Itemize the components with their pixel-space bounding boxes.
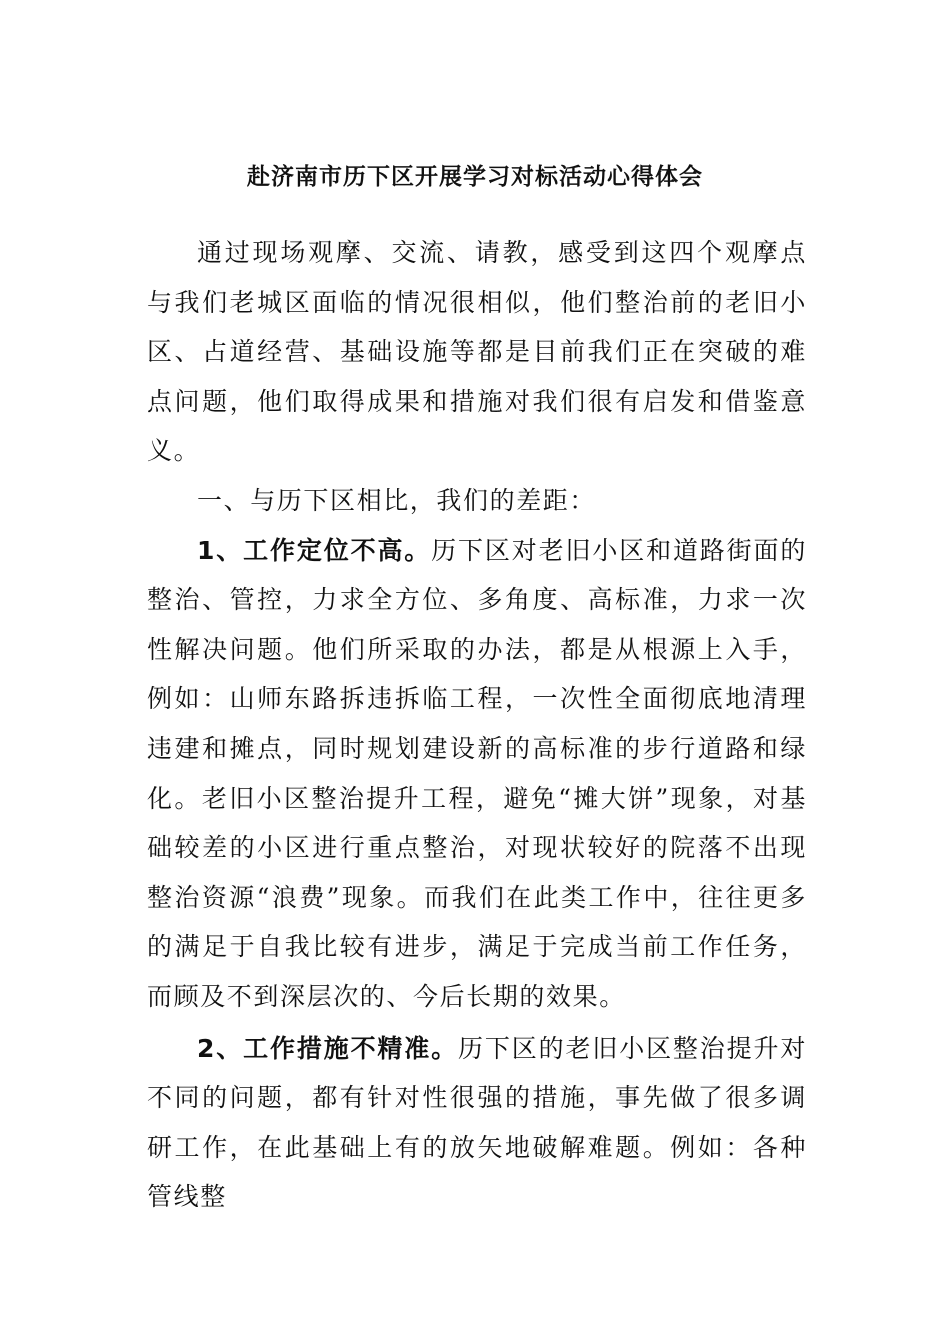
paragraph-text: 历下区的老旧小区整治提升对不同的问题，都有针对性很强的措施，事先做了很多调研工作，在此基础上有的放矢地破解难题。例如：各种管线整 (147, 1033, 807, 1212)
paragraph-text: 历下区对老旧小区和道路街面的整治、管控，力求全方位、多角度、高标准，力求一次性解决问题。他们所采取的办法，都是从根源上入手，例如：山师东路拆违拆临工程，一次性全面彻底地清理违建和摊点，同时规划建设新的高标准的步行道路和绿化。老旧小区整治提升工程，避免“摊大饼”现象，对基础较差的小区进行重点整治，对现状较好的院落不出现整治资源“浪费”现象。而我们在此类工作中，往往更多的满足于自我比较有进步，满足于完成当前工作任务，而顾及不到深层次的、今后长期的效果。 (147, 535, 807, 1011)
paragraph-text: 通过现场观摩、交流、请教，感受到这四个观摩点与我们老城区面临的情况很相似，他们整治前的老旧小区、占道经营、基础设施等都是目前我们正在突破的难点问题，他们取得成果和措施对我们很有启发和借鉴意义。 (147, 238, 807, 466)
paragraph-lead: 2、工作措施不精准。 (197, 1033, 459, 1063)
paragraph-point-2 (147, 1024, 807, 1222)
paragraph-intro (147, 228, 807, 476)
document-title: 赴济南市历下区开展学习对标活动心得体会 (247, 164, 703, 190)
paragraph-section-heading (147, 476, 807, 526)
paragraph-lead: 1、工作定位不高。 (197, 535, 432, 565)
document-body (147, 228, 807, 1222)
paragraph-point-1 (147, 526, 807, 1022)
paragraph-text: 一、与历下区相比，我们的差距： (197, 485, 597, 515)
